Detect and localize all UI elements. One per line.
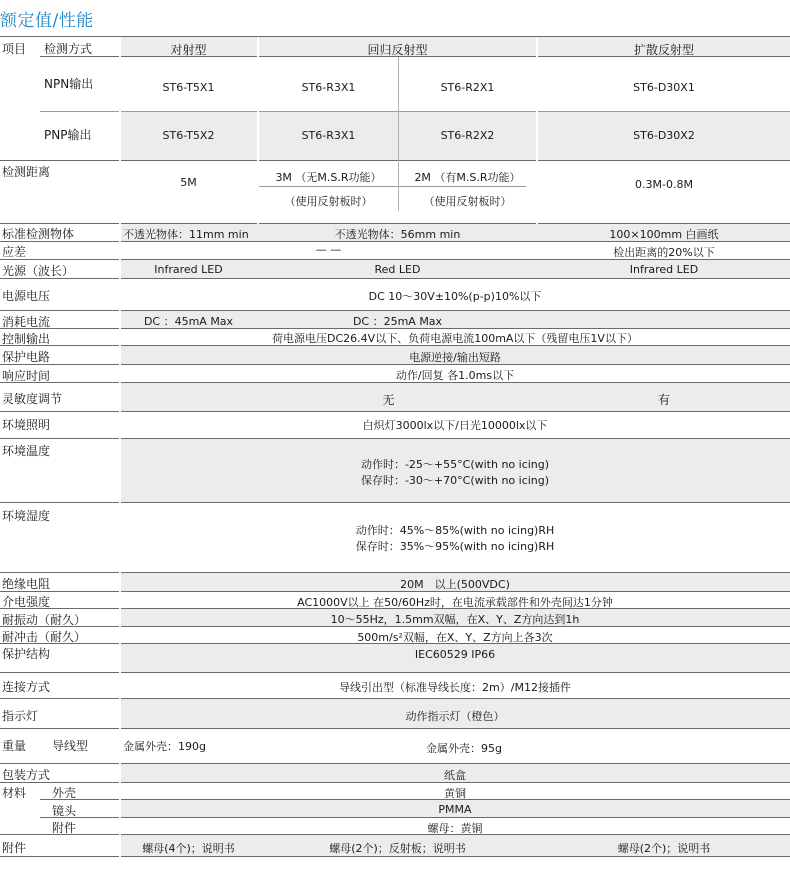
pnp-diffuse: ST6-D30X2 — [633, 129, 695, 142]
weight-label: 重量 — [2, 739, 27, 753]
light-source-label: 光源（波长） — [2, 264, 75, 278]
ls-diffuse: Infrared LED — [629, 263, 699, 276]
shk-value: 500m/s²双幅，在X、Y、Z方向上各3次 — [357, 631, 553, 644]
pkg-value: 纸盒 — [444, 769, 466, 782]
ps-value: IEC60529 IP66 — [414, 648, 496, 661]
hys-retro: — — — [315, 243, 342, 256]
connection-label: 连接方式 — [2, 680, 51, 694]
mat-lens-value: PMMA — [438, 803, 472, 816]
ins-value: 20M 以上(500VDC) — [400, 578, 510, 591]
control-output-label: 控制输出 — [2, 332, 51, 346]
hys-diffuse: 检出距离的20%以下 — [613, 246, 715, 259]
con-value: 导线引出型（标准导线长度：2m）/M12接插件 — [339, 681, 571, 694]
at-line2: 保存时：-30～+70°C(with no icing) — [360, 474, 550, 487]
weight-sublabel: 导线型 — [52, 739, 89, 753]
so-retro: 不透光物体：56mm min — [334, 228, 461, 241]
col-header-through: 对射型 — [170, 43, 207, 57]
dd-retro2-line1: 2M （有M.S.R功能） — [414, 171, 521, 184]
npn-diffuse: ST6-D30X1 — [633, 81, 695, 94]
sensitivity-label: 灵敏度调节 — [2, 392, 63, 406]
acc-through: 螺母(4个)；说明书 — [142, 842, 235, 855]
cur-through: DC ：45mA Max — [143, 315, 234, 328]
method-label: 检测方式 — [44, 42, 93, 56]
rt-value: 动作/回复 各1.0ms以下 — [395, 369, 515, 382]
al-value: 白炽灯3000lx以下/日光10000lx以下 — [362, 419, 548, 432]
wt-through: 金属外壳：190g — [123, 740, 206, 753]
col-header-retro: 回归反射型 — [367, 43, 428, 57]
pnp-retro1: ST6-R3X1 — [301, 129, 356, 142]
detect-distance-label: 检测距离 — [2, 165, 51, 179]
vibration-label: 耐振动（耐久） — [2, 613, 87, 627]
mat-acc-value: 螺母：黄铜 — [427, 822, 483, 835]
dd-retro1-line1: 3M （无M.S.R功能） — [275, 171, 382, 184]
ambient-light-label: 环境照明 — [2, 418, 51, 432]
material-acc-label: 附件 — [52, 821, 77, 835]
die-value: AC1000V以上 在50/60Hz时，在电流承载部件和外壳间达1分钟 — [297, 596, 613, 609]
pc-value: 电源逆接/输出短路 — [409, 351, 501, 364]
material-case-label: 外壳 — [52, 786, 77, 800]
protection-circuit-label: 保护电路 — [2, 350, 51, 364]
hysteresis-label: 应差 — [2, 245, 27, 259]
divider-retro-inner — [398, 57, 399, 161]
rule-npn — [40, 111, 790, 112]
ah-line1: 动作时：45%～85%(with no icing)RH — [355, 524, 555, 537]
gap-label-data — [119, 37, 121, 857]
rule-dd-inner — [258, 186, 526, 187]
item-label: 项目 — [2, 42, 27, 56]
response-time-label: 响应时间 — [2, 369, 51, 383]
ah-line2: 保存时：35%～95%(with no icing)RH — [355, 540, 555, 553]
dd-retro1-line2: （使用反射板时） — [284, 195, 373, 208]
sv-value: DC 10～30V±10%(p-p)10%以下 — [368, 290, 542, 303]
so-through: 不透光物体：11mm min — [123, 228, 249, 241]
co-value: 荷电源电压DC26.4V以下、负荷电源电流100mA以下（残留电压1V以下） — [272, 332, 638, 345]
supply-voltage-label: 电源电压 — [2, 289, 51, 303]
ls-through: Infrared LED — [154, 263, 223, 276]
acc-retro: 螺母(2个)；反射板；说明书 — [329, 842, 466, 855]
npn-retro2: ST6-R2X1 — [440, 81, 495, 94]
page-title: 额定值/性能 — [0, 11, 94, 31]
ambient-humidity-label: 环境湿度 — [2, 509, 51, 523]
pnp-label: PNP输出 — [44, 128, 92, 142]
rule-lens — [40, 817, 790, 818]
col-header-diffuse: 扩散反射型 — [633, 43, 694, 57]
vib-value: 10～55Hz，1.5mm双幅，在X、Y、Z方向达到1h — [330, 613, 580, 626]
dd-through: 5M — [180, 176, 197, 189]
so-diffuse: 100×100mm 白画纸 — [609, 228, 719, 241]
npn-through: ST6-T5X1 — [162, 81, 215, 94]
pnp-through: ST6-T5X2 — [162, 129, 215, 142]
current-label: 消耗电流 — [2, 315, 51, 329]
ind-value: 动作指示灯（橙色） — [405, 710, 505, 723]
sens-main: 无 — [382, 393, 395, 407]
sens-diffuse: 有 — [657, 393, 670, 407]
acc-diffuse: 螺母(2个)；说明书 — [617, 842, 711, 855]
at-line1: 动作时：-25～+55°C(with no icing) — [360, 458, 550, 471]
ls-retro: Red LED — [374, 263, 421, 276]
wt-rest: 金属外壳：95g — [426, 742, 502, 755]
material-lens-label: 镜头 — [52, 804, 77, 818]
material-label: 材料 — [2, 786, 27, 800]
insulation-label: 绝缘电阻 — [2, 577, 51, 591]
dd-retro2-line2: （使用反射板时） — [423, 195, 512, 208]
ambient-temp-label: 环境温度 — [2, 444, 51, 458]
shock-label: 耐冲击（耐久） — [2, 630, 87, 644]
dielectric-label: 介电强度 — [2, 595, 51, 609]
cur-rest: DC ：25mA Max — [352, 315, 443, 328]
indicator-label: 指示灯 — [2, 709, 39, 723]
mat-case-value: 黄铜 — [444, 787, 466, 800]
accessories-label: 附件 — [2, 841, 27, 855]
dd-diffuse: 0.3M-0.8M — [635, 178, 693, 191]
standard-object-label: 标准检测物体 — [2, 227, 75, 241]
protection-structure-label: 保护结构 — [2, 647, 51, 661]
npn-retro1: ST6-R3X1 — [301, 81, 356, 94]
pnp-retro2: ST6-R2X2 — [440, 129, 495, 142]
packaging-label: 包装方式 — [2, 768, 51, 782]
npn-label: NPN输出 — [44, 77, 94, 91]
